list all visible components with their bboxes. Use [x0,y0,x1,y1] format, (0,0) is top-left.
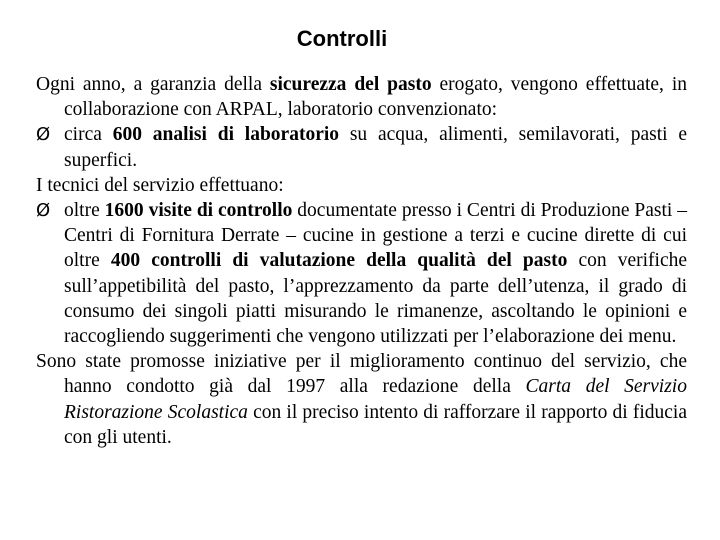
bullet-text-mid: documentate presso i Centri di Produzione Pasti – Centri di Fornitura Derrate – cucine in gestione a terzi e cucine dirette di cui oltre [64,200,688,272]
tecnici-paragraph: I tecnici del servizio effettuano: [36,174,284,196]
closing-text-end: con il preciso intento di rafforzare il rapporto di fiducia con gli utenti. [64,401,687,448]
bullet-bold: 600 analisi di laboratorio [112,124,340,146]
bullet-bold-2: 400 controlli di valutazione della qualità del pasto [110,250,568,272]
intro-text: Ogni anno, a garanzia della [36,74,270,95]
bullet-visite [36,198,687,349]
page-title: Controlli [296,26,388,51]
bullet-text: circa [64,124,113,146]
closing-paragraph [36,349,687,450]
bullet-bold: 1600 visite di controllo [104,200,293,222]
bullet-text: oltre [64,200,105,222]
bullet-text-end: su acqua, alimenti, semilavorati, pasti e superfici. [64,124,687,171]
bullet-text-end: con verifiche sull’appetibilità del pasto, l’apprezzamento da parte dell’utenza, il grado di consumo dei singoli piatti misurando le rimanenze, ascoltando le opinioni e raccogliendo suggerimenti che vengono utilizzati per l’elaborazione dei menu. [64,250,688,348]
closing-text: Sono state promosse iniziative per il miglioramento continuo del servizio, che hanno condotto già dal 1997 alla redazione della [36,351,687,398]
intro-text-end: erogato, vengono effettuate, in collaborazione con ARPAL, laboratorio convenzionato: [64,74,687,121]
carta-servizio-title: Carta del Servizio Ristorazione Scolastica [64,376,687,423]
intro-paragraph [36,72,687,122]
intro-bold: sicurezza del pasto [269,74,432,95]
document-body [36,72,687,450]
bullet-analisi [36,122,687,172]
arrow-bullet-icon: Ø [36,124,51,146]
arrow-bullet-icon: Ø [36,200,51,222]
